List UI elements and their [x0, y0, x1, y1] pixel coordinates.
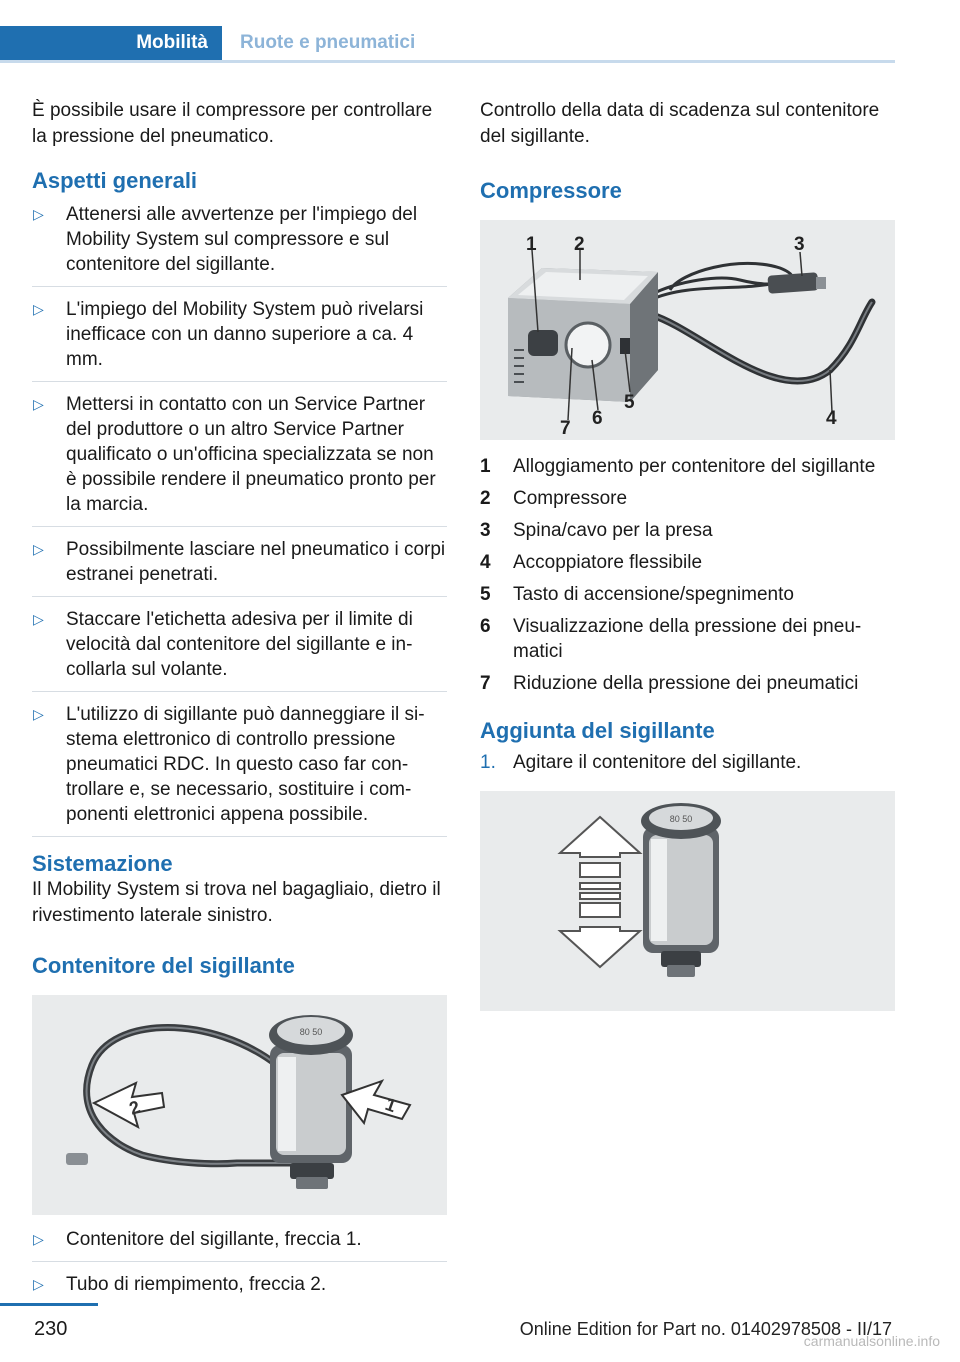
- legend-item: 5 Tasto di accensione/spegnimento: [480, 584, 794, 605]
- gauge-label: 80 50: [299, 1027, 323, 1037]
- arrow-1-label: 1: [382, 1093, 399, 1117]
- container-list: [32, 1227, 447, 1297]
- left-column: [32, 98, 447, 1297]
- right-column: [480, 98, 895, 1011]
- shake-container-figure: [480, 791, 895, 1011]
- callout-4: 4: [826, 408, 837, 429]
- compressor-illustration: [480, 220, 895, 440]
- list-item: ▷ L'impiego del Mobility System può rivelarsi inefficace con un danno superiore a ca. 4 mm.: [32, 297, 447, 382]
- legend-item: 2 Compressore: [480, 488, 628, 509]
- triangle-bullet-icon: ▷: [33, 1276, 44, 1292]
- placement-text: Il Mobility System si trova nel bagagliaio, dietro il rivestimento laterale sinistro.: [32, 879, 441, 926]
- heading-compressor: Compressore: [480, 178, 622, 203]
- list-item: ▷ Staccare l'etichetta adesiva per il limite di velocità dal contenitore del sigillante e incollarla sul volante.: [32, 607, 447, 692]
- list-item: ▷ Attenersi alle avvertenze per l'impiego del Mobility System sul compressore e sul contenitore del sigillante.: [32, 202, 447, 287]
- legend-item: 1 Alloggiamento per contenitore del sigillante: [480, 456, 876, 477]
- legend-item: 3 Spina/cavo per la presa: [480, 520, 713, 541]
- edition-note: Online Edition for Part no. 01402978508 - II/17: [519, 1319, 892, 1339]
- list-item: ▷ Mettersi in contatto con un Service Partner del produttore o un altro Service Partner qualificato o un'officina specializzata se non è possibile rendere il pneumatico pronto per la marcia.: [32, 392, 447, 527]
- adding-steps: [480, 750, 895, 775]
- general-list: [32, 202, 447, 837]
- gauge-label: 80 50: [669, 814, 693, 824]
- watermark: carmanualsonline.info: [803, 1333, 940, 1349]
- chapter-tab: Ruote e pneumatici: [240, 32, 416, 53]
- list-item: ▷ Contenitore del sigillante, freccia 1.: [32, 1227, 447, 1262]
- callout-6: 6: [592, 408, 603, 429]
- sealant-container-figure: [32, 995, 447, 1215]
- triangle-bullet-icon: ▷: [33, 206, 44, 222]
- expiry-text: Controllo della data di scadenza sul contenitore del sigillante.: [480, 100, 880, 147]
- callout-3: 3: [794, 234, 805, 255]
- callout-7: 7: [560, 418, 571, 439]
- page-header: [0, 0, 960, 64]
- callout-1: 1: [526, 234, 537, 255]
- triangle-bullet-icon: ▷: [33, 301, 44, 317]
- arrow-2-label: 2: [126, 1096, 143, 1119]
- callout-5: 5: [624, 392, 635, 413]
- footer-rule: [0, 1303, 98, 1306]
- step-item: 1. Agitare il contenitore del sigillante.: [480, 752, 802, 773]
- sealant-container-illustration: [32, 995, 447, 1215]
- legend-item: 6 Visualizzazione della pressione dei pneumatici: [480, 616, 862, 662]
- triangle-bullet-icon: ▷: [33, 396, 44, 412]
- legend-item: 7 Riduzione della pressione dei pneumatici: [480, 673, 859, 694]
- heading-adding-sealant: Aggiunta del sigillante: [480, 718, 715, 743]
- shake-container-illustration: [480, 791, 895, 1011]
- triangle-bullet-icon: ▷: [33, 541, 44, 557]
- list-item: ▷ L'utilizzo di sigillante può danneggiare il sistema elettronico di controllo pressione pneumatici RDC. In questo caso far controllare e, se necessario, sostituire i componenti elettronici appena possibile.: [32, 702, 447, 837]
- heading-placement: Sistemazione: [32, 851, 173, 876]
- legend-item: 4 Accoppiatore flessibile: [480, 552, 703, 573]
- header-rule: [0, 60, 895, 63]
- heading-container: Contenitore del sigillante: [32, 953, 295, 978]
- triangle-bullet-icon: ▷: [33, 1231, 44, 1247]
- callout-2: 2: [574, 234, 585, 255]
- section-tab: Mobilità: [0, 26, 222, 60]
- list-item: ▷ Possibilmente lasciare nel pneumatico i corpi estranei penetrati.: [32, 537, 447, 597]
- triangle-bullet-icon: ▷: [33, 611, 44, 627]
- compressor-figure: [480, 220, 895, 440]
- list-item: ▷ Tubo di riempimento, freccia 2.: [33, 1274, 327, 1295]
- intro-text: È possibile usare il compressore per controllare la pressione del pneumatico.: [32, 100, 433, 147]
- compressor-legend: [480, 454, 895, 696]
- page-number: 230: [34, 1318, 68, 1340]
- heading-general: Aspetti generali: [32, 168, 198, 193]
- triangle-bullet-icon: ▷: [33, 706, 44, 722]
